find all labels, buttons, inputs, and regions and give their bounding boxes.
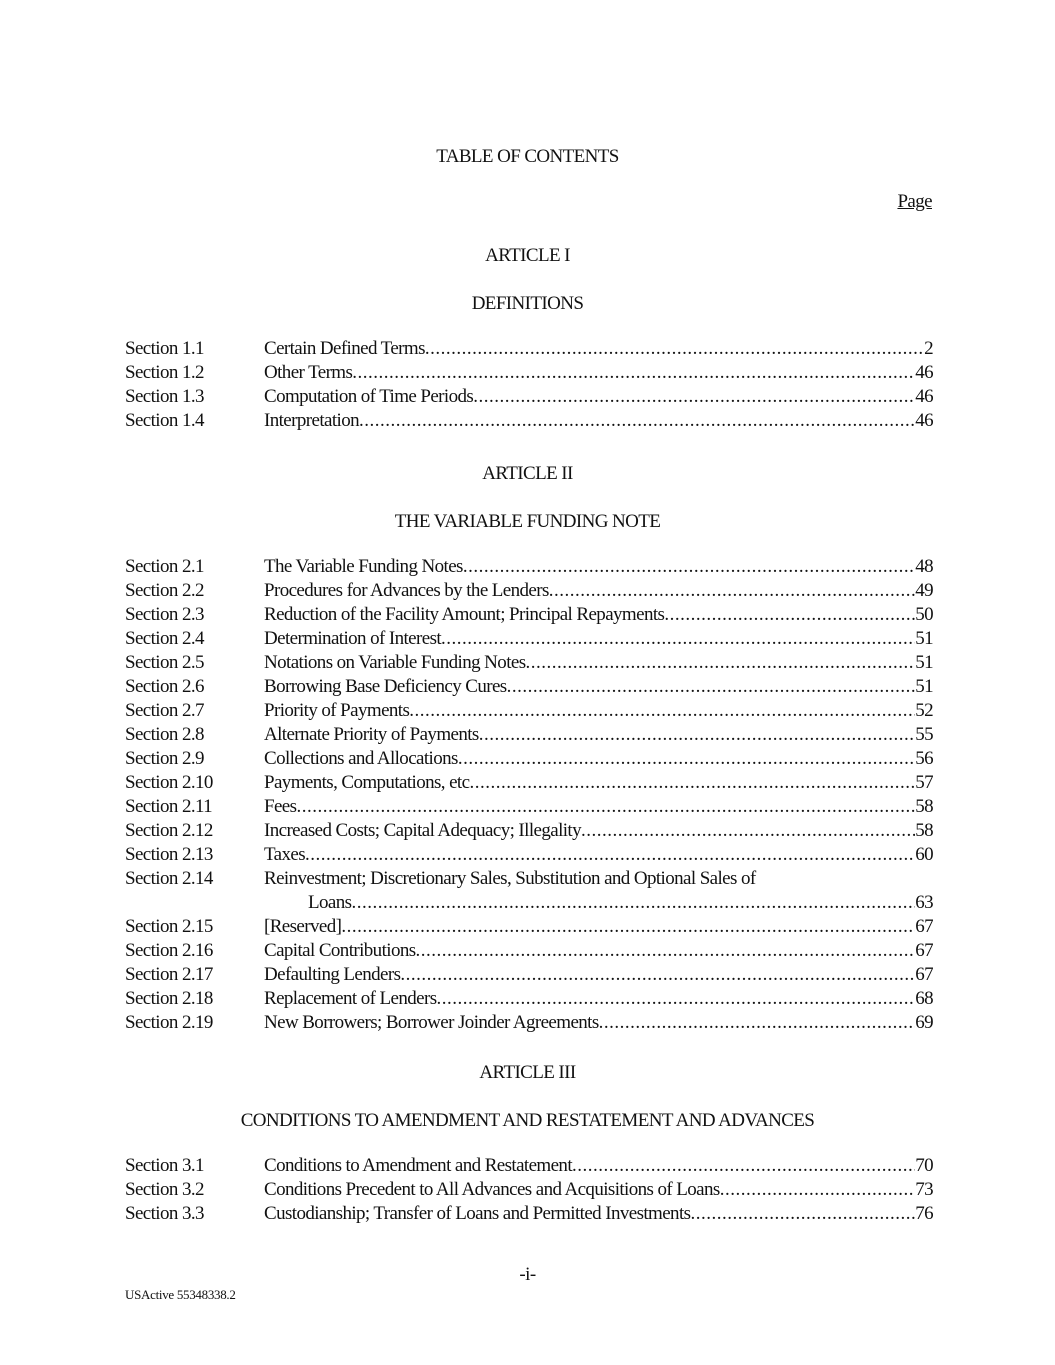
section-number: Section 3.2 (125, 1179, 204, 1200)
dot-leader (305, 843, 915, 867)
section-title: Reduction of the Facility Amount; Principal Repayments (264, 604, 665, 625)
section-title: Defaulting Lenders (264, 964, 401, 985)
article-2-label: ARTICLE II (482, 463, 573, 484)
toc-entry[interactable] (125, 1011, 933, 1035)
toc-entry-continuation[interactable] (125, 891, 933, 915)
article-2-heading: THE VARIABLE FUNDING NOTE (394, 511, 661, 532)
section-number: Section 2.12 (125, 820, 213, 841)
section-number: Section 2.19 (125, 1012, 213, 1033)
article-3-label: ARTICLE III (479, 1062, 576, 1083)
toc-entry[interactable] (125, 819, 933, 843)
dot-leader (599, 1011, 916, 1035)
toc-entry[interactable] (125, 675, 933, 699)
section-title: The Variable Funding Notes (264, 556, 463, 577)
page-number: 50 (915, 604, 933, 625)
dot-leader (458, 747, 915, 771)
toc-entry[interactable] (125, 843, 933, 867)
section-number: Section 2.6 (125, 676, 204, 697)
page-number: 76 (915, 1203, 933, 1224)
toc-entry[interactable] (125, 915, 933, 939)
dot-leader (664, 603, 915, 627)
page-number: 51 (915, 628, 933, 649)
toc-entry[interactable] (125, 555, 933, 579)
dot-leader (400, 963, 915, 987)
dot-leader (425, 337, 924, 361)
section-number: Section 2.10 (125, 772, 213, 793)
dot-leader (479, 723, 915, 747)
dot-leader (507, 675, 916, 699)
section-title: Replacement of Lenders (264, 988, 437, 1009)
toc-entry[interactable] (125, 795, 933, 819)
dot-leader (526, 651, 916, 675)
page-column-label: Page (897, 191, 932, 212)
section-number: Section 3.1 (125, 1155, 204, 1176)
section-title: Fees (264, 796, 297, 817)
section-title: New Borrowers; Borrower Joinder Agreements (264, 1012, 599, 1033)
section-title: Taxes (264, 844, 306, 865)
section-number: Section 2.13 (125, 844, 213, 865)
section-title: Conditions to Amendment and Restatement (264, 1155, 573, 1176)
dot-leader (441, 627, 915, 651)
page-number: 69 (915, 1012, 933, 1033)
section-number: Section 3.3 (125, 1203, 204, 1224)
toc-entry[interactable] (125, 747, 933, 771)
section-number: Section 2.18 (125, 988, 213, 1009)
section-number: Section 1.1 (125, 338, 204, 359)
page-number: 67 (915, 916, 933, 937)
section-number: Section 2.5 (125, 652, 204, 673)
section-title: Conditions Precedent to All Advances and Acquisitions of Loans (264, 1179, 720, 1200)
article-3-sections (125, 1154, 933, 1226)
section-number: Section 2.3 (125, 604, 204, 625)
dot-leader (341, 915, 915, 939)
dot-leader (469, 771, 915, 795)
article-1-heading: DEFINITIONS (471, 293, 584, 314)
toc-entry[interactable] (125, 385, 933, 409)
dot-leader (581, 819, 915, 843)
section-title: Procedures for Advances by the Lenders (264, 580, 549, 601)
page-number: 46 (915, 386, 933, 407)
section-number: Section 2.4 (125, 628, 204, 649)
toc-entry[interactable] (125, 651, 933, 675)
toc-entry[interactable] (125, 1178, 933, 1202)
page-number: 51 (915, 676, 933, 697)
page-number: 58 (915, 820, 933, 841)
section-number: Section 2.2 (125, 580, 204, 601)
section-number: Section 2.16 (125, 940, 213, 961)
section-title: Alternate Priority of Payments (264, 724, 479, 745)
section-title: Borrowing Base Deficiency Cures (264, 676, 507, 697)
article-3-heading: CONDITIONS TO AMENDMENT AND RESTATEMENT AND ADVANCES (240, 1110, 815, 1131)
section-number: Section 2.9 (125, 748, 204, 769)
toc-entry[interactable] (125, 939, 933, 963)
page-number: 48 (915, 556, 933, 577)
section-title: Interpretation (264, 410, 359, 431)
section-number: Section 2.1 (125, 556, 204, 577)
toc-entry[interactable] (125, 579, 933, 603)
section-title: Capital Contributions (264, 940, 416, 961)
page-number: 67 (915, 964, 933, 985)
section-number: Section 1.3 (125, 386, 204, 407)
page-number: 2 (924, 338, 933, 359)
section-number: Section 2.11 (125, 796, 213, 817)
toc-entry[interactable] (125, 603, 933, 627)
section-title: Reinvestment; Discretionary Sales, Substitution and Optional Sales of (264, 868, 756, 889)
toc-entry[interactable] (125, 987, 933, 1011)
page-number: 58 (915, 796, 933, 817)
toc-entry[interactable] (125, 337, 933, 361)
section-title: Other Terms (264, 362, 353, 383)
toc-entry[interactable] (125, 627, 933, 651)
toc-entry[interactable] (125, 723, 933, 747)
dot-leader (572, 1154, 915, 1178)
section-number: Section 2.17 (125, 964, 213, 985)
section-number: Section 1.2 (125, 362, 204, 383)
page-number: 46 (915, 362, 933, 383)
document-id: USActive 55348338.2 (125, 1287, 236, 1302)
article-1-label: ARTICLE I (485, 245, 570, 266)
dot-leader (416, 939, 916, 963)
page-number: 63 (915, 892, 933, 913)
section-number: Section 2.15 (125, 916, 213, 937)
toc-entry[interactable] (125, 1202, 933, 1226)
dot-leader (409, 699, 915, 723)
article-2-sections (125, 555, 933, 1035)
section-title: [Reserved] (264, 916, 342, 937)
section-title-continuation: Loans (308, 892, 352, 913)
dot-leader (351, 891, 915, 915)
toc-entry[interactable] (125, 1154, 933, 1178)
dot-leader (720, 1178, 916, 1202)
section-title: Determination of Interest (264, 628, 442, 649)
section-title: Notations on Variable Funding Notes (264, 652, 526, 673)
toc-entry[interactable] (125, 699, 933, 723)
toc-entry[interactable] (125, 361, 933, 385)
dot-leader (549, 579, 915, 603)
page-number: 51 (915, 652, 933, 673)
dot-leader (437, 987, 916, 1011)
dot-leader (463, 555, 915, 579)
article-1-sections (125, 337, 933, 433)
section-number: Section 2.14 (125, 868, 213, 889)
dot-leader (352, 361, 915, 385)
toc-entry[interactable] (125, 963, 933, 987)
page-number: 55 (915, 724, 933, 745)
toc-title: TABLE OF CONTENTS (436, 146, 619, 167)
footer-page-number: -i- (519, 1264, 536, 1285)
section-title: Priority of Payments (264, 700, 410, 721)
section-number: Section 2.8 (125, 724, 204, 745)
section-title: Collections and Allocations (264, 748, 458, 769)
section-title: Increased Costs; Capital Adequacy; Illegality (264, 820, 582, 841)
dot-leader (296, 795, 915, 819)
dot-leader (359, 409, 915, 433)
section-number: Section 1.4 (125, 410, 204, 431)
section-title: Computation of Time Periods (264, 386, 474, 407)
page-number: 49 (915, 580, 933, 601)
page-number: 46 (915, 410, 933, 431)
dot-leader (473, 385, 915, 409)
toc-entry[interactable] (125, 409, 933, 433)
dot-leader (690, 1202, 915, 1226)
page-number: 67 (915, 940, 933, 961)
page-number: 57 (915, 772, 933, 793)
page-number: 56 (915, 748, 933, 769)
page-number: 70 (915, 1155, 933, 1176)
toc-entry[interactable] (125, 771, 933, 795)
section-title: Custodianship; Transfer of Loans and Permitted Investments (264, 1203, 691, 1224)
toc-entry[interactable] (125, 867, 933, 891)
page-number: 52 (915, 700, 933, 721)
page-number: 73 (915, 1179, 933, 1200)
section-title: Certain Defined Terms (264, 338, 425, 359)
page-number: 60 (915, 844, 933, 865)
section-title: Payments, Computations, etc (264, 772, 470, 793)
page-number: 68 (915, 988, 933, 1009)
section-number: Section 2.7 (125, 700, 204, 721)
